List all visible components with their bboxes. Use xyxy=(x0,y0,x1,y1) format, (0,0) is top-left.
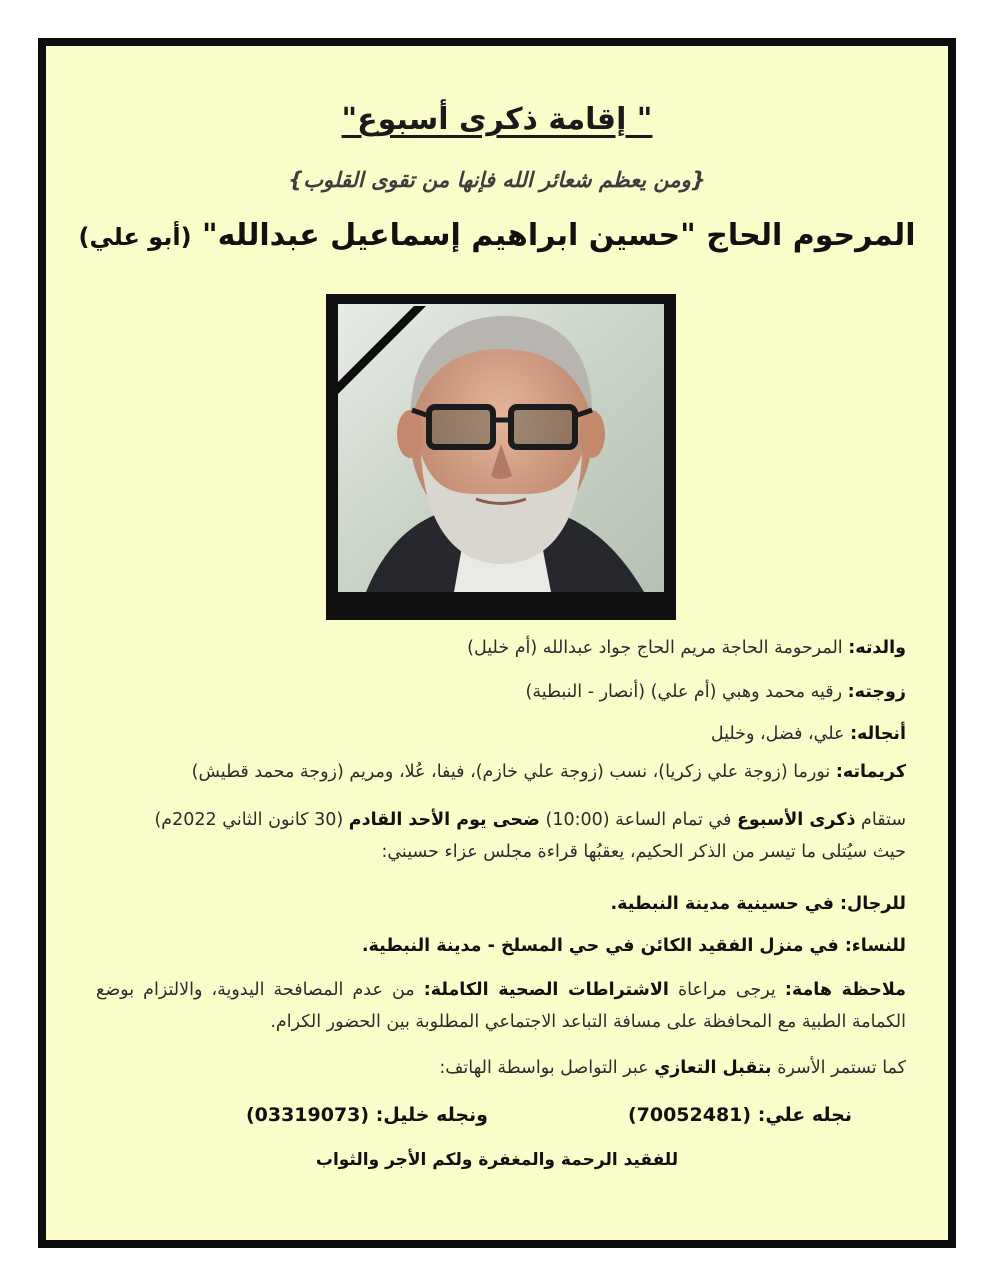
closing-line: للفقيد الرحمة والمغفرة ولكم الأجر والثواب xyxy=(315,1150,679,1170)
announcement-frame xyxy=(38,38,956,1248)
wife-row: زوجته: رقيه محمد وهبي (أم علي) (أنصار - النبطية) xyxy=(525,682,906,702)
men-venue-row: للرجال: في حسينية مدينة النبطية. xyxy=(610,894,906,914)
deceased-kunya: (أبو علي) xyxy=(78,223,192,251)
phone-khalil: ونجله خليل: (03319073) xyxy=(245,1104,488,1126)
deceased-name: المرحوم الحاج "حسين ابراهيم إسماعيل عبدالله" xyxy=(202,218,916,253)
portrait-image xyxy=(326,294,676,620)
mother-row: والدته: المرحومة الحاجة مريم الحاج جواد عبدالله (أم خليل) xyxy=(467,638,906,658)
ceremony-paragraph: ستقام ذكرى الأسبوع في تمام الساعة (10:00) ضحى يوم الأحد القادم (30 كانون الثاني 2022م) حيث سيُتلى ما تيسر من الذكر الحكيم، يعقبُها قراءة مجلس عزاء حسيني: xyxy=(154,810,906,862)
phone-ali: نجله علي: (70052481) xyxy=(627,1104,852,1126)
health-note: ملاحظة هامة: يرجى مراعاة الاشتراطات الصحية الكاملة: من عدم المصافحة اليدوية، والالتزام بوضع الكمامة الطبية مع المحافظة على مسافة التباعد الاجتماعي المطلوبة بين الحضور الكرام. xyxy=(96,980,906,1032)
deceased-photo xyxy=(326,294,676,620)
daughters-row: كريماته: نورما (زوجة علي زكريا)، نسب (زوجة علي خازم)، فيفا، عُلا، ومريم (زوجة محمد قطيش) xyxy=(191,762,906,782)
page-title: " إقامة ذكرى أسبوع" xyxy=(341,102,653,137)
women-venue-row: للنساء: في منزل الفقيد الكائن في حي المسلخ - مدينة النبطية. xyxy=(361,936,906,956)
condolence-line: كما تستمر الأسرة بتقبل التعازي عبر التواصل بواسطة الهاتف: xyxy=(439,1058,906,1078)
sons-row: أنجاله: علي، فضل، وخليل xyxy=(710,724,906,744)
deceased-name-line xyxy=(46,218,948,253)
quran-verse: {ومن يعظم شعائر الله فإنها من تقوى القلوب} xyxy=(288,168,706,192)
